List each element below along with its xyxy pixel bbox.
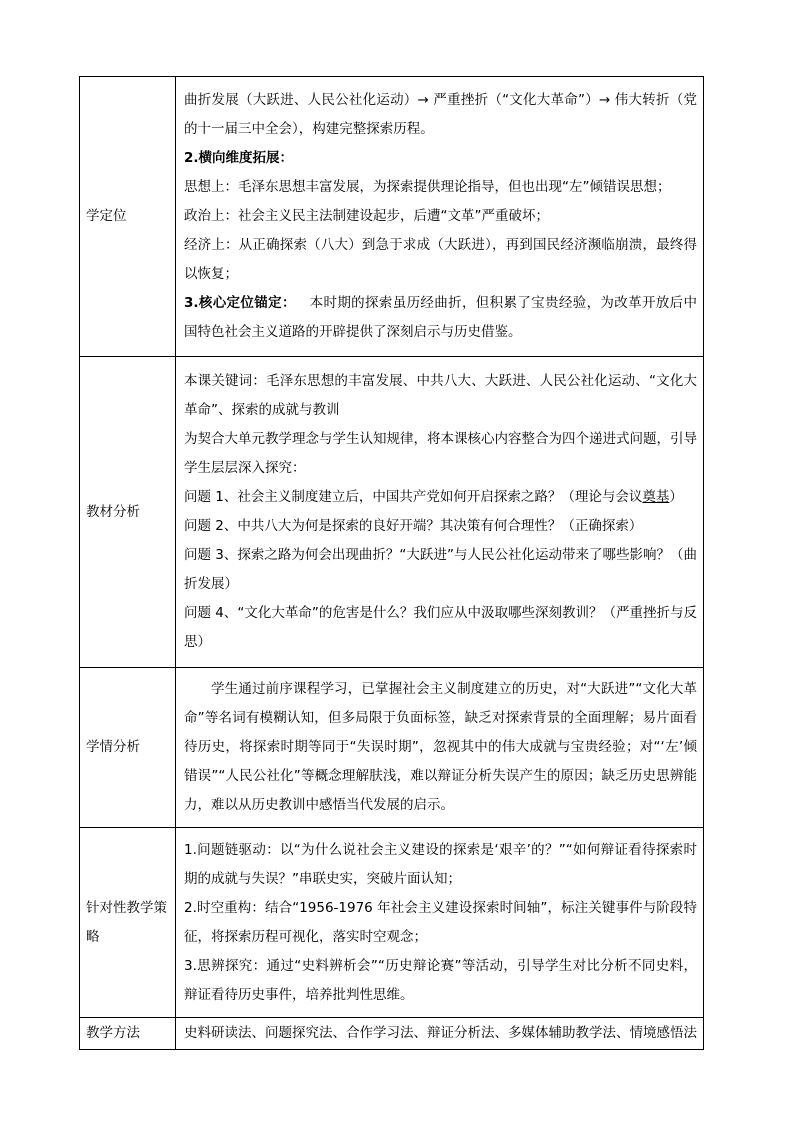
table-row [80,828,704,1018]
positioning-content [176,77,704,357]
paragraph [184,144,697,173]
paragraph: 曲折发展（大跃进、人民公社化运动）→ 严重挫折（“文化大革命”）→ 伟大转折（党的十一届三中全会），构建完整探索历程。 [184,92,697,137]
paragraph: 本课关键词：毛泽东思想的丰富发展、中共八大、大跃进、人民公社化运动、“文化大革命”、探索的成就与教训 [184,373,697,418]
paragraph: 1.问题链驱动：以“为什么说社会主义建设的探索是‘艰辛’的？”“如何辩证看待探索时期的成就与失误？”串联史实，突破片面认知； [184,841,697,887]
row-label-strategy: 针对性教学策略 [80,828,176,1018]
paragraph: 学生通过前序课程学习，已掌握社会主义制度建立的历史，对“大跃进”“文化大革命”等名词有模糊认知，但多局限于负面标签，缺乏对探索背景的全面理解；易片面看待历史，将探索时期等同于“失误时期”，忽视其中的伟大成就与宝贵经验；对“‘左’倾错误”“人民公社化”等概念理解肤浅，难以辩证分析失误产生的原因；缺乏历史思辨能力，难以从历史教训中感悟当代发展的启示。 [184,681,697,813]
section-heading: 2.横向维度拓展： [184,150,294,166]
question-text: ） [669,489,683,505]
paragraph: 经济上：从正确探索（八大）到急于求成（大跃进），再到国民经济濒临崩溃，最终得以恢复； [184,237,697,282]
paragraph: 问题 4、“文化大革命”的危害是什么？我们应从中汲取哪些深刻教训？（严重挫折与反思） [184,605,697,650]
table-row [80,77,704,357]
table-row [80,668,704,828]
textbook-content [176,357,704,668]
paragraph: 思想上：毛泽东思想丰富发展，为探索提供理论指导，但也出现“左”倾错误思想； [184,179,671,195]
paragraph: 问题 3、探索之路为何会出现曲折？“大跃进”与人民公社化运动带来了哪些影响？（曲折发展） [184,547,697,592]
row-label-methods: 教学方法 [80,1018,176,1050]
table-row [80,357,704,668]
lesson-plan-table [79,76,704,1050]
paragraph: 问题 2、中共八大为何是探索的良好开端？其决策有何合理性？（正确探索） [184,518,643,534]
paragraph: 史料研读法、问题探究法、合作学习法、辩证分析法、多媒体辅助教学法、情境感悟法 [184,1025,697,1041]
question-text: 奠基 [642,489,670,505]
paragraph: 2.时空重构：结合“1956-1976 年社会主义建设探索时间轴”，标注关键事件与阶段特征，将探索历程可视化，落实时空观念； [184,899,697,945]
learners-content [176,668,704,828]
row-label-positioning: 学定位 [80,77,176,357]
row-label-textbook: 教材分析 [80,357,176,668]
paragraph [184,289,697,347]
strategy-content [176,828,704,1018]
methods-content [176,1018,704,1050]
paragraph: 政治上：社会主义民主法制建设起步，后遭“文革”严重破坏； [184,208,549,224]
core-text: 本时期的探索虽历经曲折，但积累了宝贵经验，为改革开放后中国特色社会主义道路的开辟提供了深刻启示与历史借鉴。 [184,295,697,340]
section-heading: 3.核心定位锚定： [184,295,296,311]
paragraph [184,483,697,512]
row-label-learners: 学情分析 [80,668,176,828]
question-text: 问题 1、社会主义制度建立后，中国共产党如何开启探索之路？（理论与会议 [184,489,643,505]
table-row [80,1018,704,1050]
paragraph: 为契合大单元教学理念与学生认知规律，将本课核心内容整合为四个递进式问题，引导学生层层深入探究： [184,431,697,476]
paragraph: 3.思辨探究：通过“史料辨析会”“历史辩论赛”等活动，引导学生对比分析不同史料，辩证看待历史事件，培养批判性思维。 [184,957,697,1003]
